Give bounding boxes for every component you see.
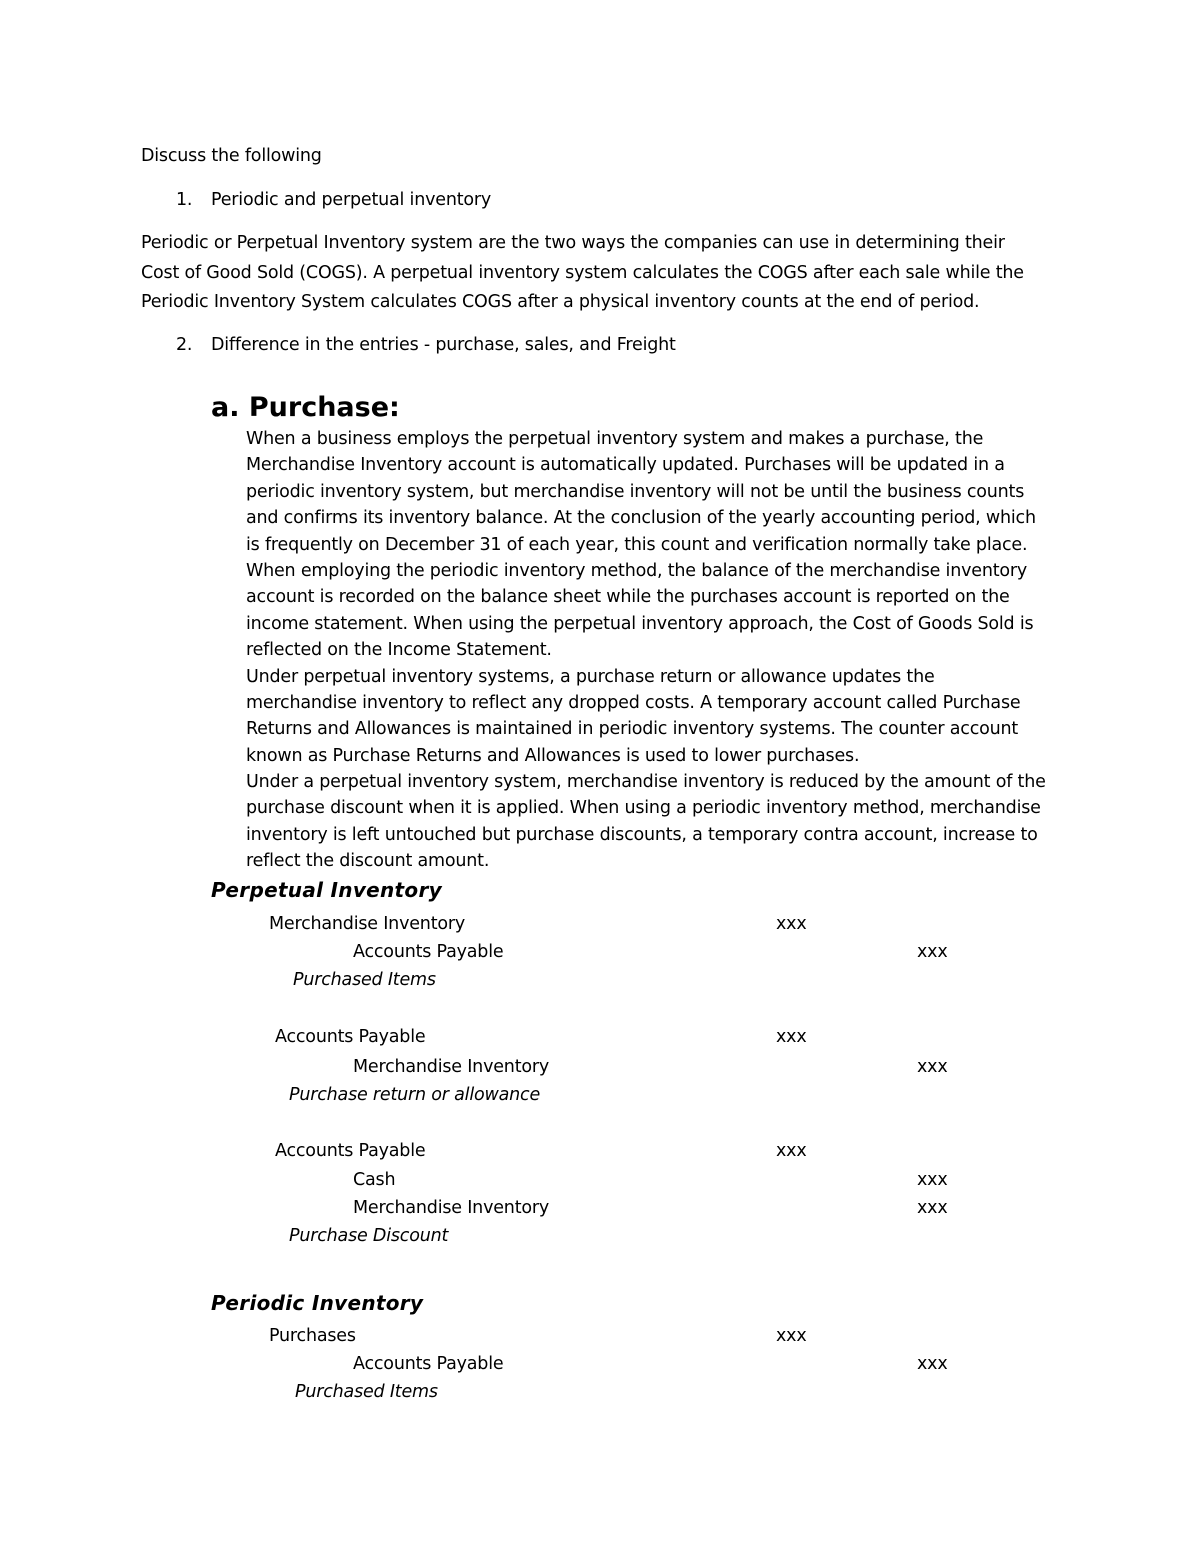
paragraph-line: Cost of Good Sold (COGS). A perpetual inventory system calculates the COGS after each sale while the [141,262,1024,283]
entry-memo: Purchase return or allowance [289,1085,541,1105]
paragraph-line: periodic inventory system, but merchandise inventory will not be until the business counts [246,481,1025,502]
credit-amount: xxx [917,1057,948,1077]
credit-account: Merchandise Inventory [353,1198,550,1218]
paragraph-line: Periodic or Perpetual Inventory system are the two ways the companies can use in determining their [141,233,1005,253]
paragraph-line: account is recorded on the balance sheet while the purchases account is reported on the [246,587,1010,608]
debit-account: Accounts Payable [275,1141,426,1161]
credit-amount: xxx [917,1198,948,1218]
answer-1-paragraph [141,229,1024,318]
paragraph-line: inventory is left untouched but purchase discounts, a temporary contra account, increase to [246,824,1038,845]
paragraph-line: Merchandise Inventory account is automatically updated. Purchases will be updated in a [246,455,1005,476]
debit-amount: xxx [776,1326,807,1346]
purchase-paragraph [246,426,1046,875]
entry-memo: Purchase Discount [289,1226,449,1246]
paragraph-line: reflected on the Income Statement. [246,640,552,661]
paragraph-line: and confirms its inventory balance. At the conclusion of the yearly accounting period, which [246,508,1036,529]
perpetual-heading: Perpetual Inventory [211,878,442,902]
paragraph-line: known as Purchase Returns and Allowances is used to lower purchases. [246,745,860,766]
paragraph-line: is frequently on December 31 of each year, this count and verification normally take place. [246,534,1028,555]
paragraph-line: Periodic Inventory System calculates COGS after a physical inventory counts at the end of period. [141,292,980,312]
debit-account: Merchandise Inventory [269,914,466,934]
item-1-label: Periodic and perpetual inventory [211,190,492,210]
paragraph-line: purchase discount when it is applied. When using a periodic inventory method, merchandise [246,798,1041,819]
paragraph-line: reflect the discount amount. [246,851,490,872]
debit-account: Purchases [269,1326,356,1346]
section-a-heading: a. Purchase: [211,392,400,423]
credit-account: Cash [353,1170,396,1190]
paragraph-line: income statement. When using the perpetual inventory approach, the Cost of Goods Sold is [246,613,1034,634]
item-2-label: Difference in the entries - purchase, sales, and Freight [211,335,676,355]
credit-account: Accounts Payable [353,942,504,962]
debit-amount: xxx [776,914,807,934]
credit-account: Merchandise Inventory [353,1057,550,1077]
paragraph-line: Returns and Allowances is maintained in periodic inventory systems. The counter account [246,719,1019,740]
paragraph-line: When employing the periodic inventory method, the balance of the merchandise inventory [246,560,1028,581]
credit-amount: xxx [917,1354,948,1374]
debit-account: Accounts Payable [275,1027,426,1047]
credit-account: Accounts Payable [353,1354,504,1374]
item-2-number: 2. [176,335,193,355]
paragraph-line: Under a perpetual inventory system, merchandise inventory is reduced by the amount of the [246,772,1046,793]
entry-memo: Purchased Items [295,1382,438,1402]
item-1-number: 1. [176,190,193,210]
entry-memo: Purchased Items [293,970,436,990]
credit-amount: xxx [917,942,948,962]
paragraph-line: Under perpetual inventory systems, a purchase return or allowance updates the [246,666,935,687]
paragraph-line: When a business employs the perpetual inventory system and makes a purchase, the [246,429,984,449]
debit-amount: xxx [776,1027,807,1047]
intro-text: Discuss the following [141,146,322,166]
periodic-heading: Periodic Inventory [211,1291,424,1315]
debit-amount: xxx [776,1141,807,1161]
credit-amount: xxx [917,1170,948,1190]
paragraph-line: merchandise inventory to reflect any dropped costs. A temporary account called Purchase [246,692,1021,713]
